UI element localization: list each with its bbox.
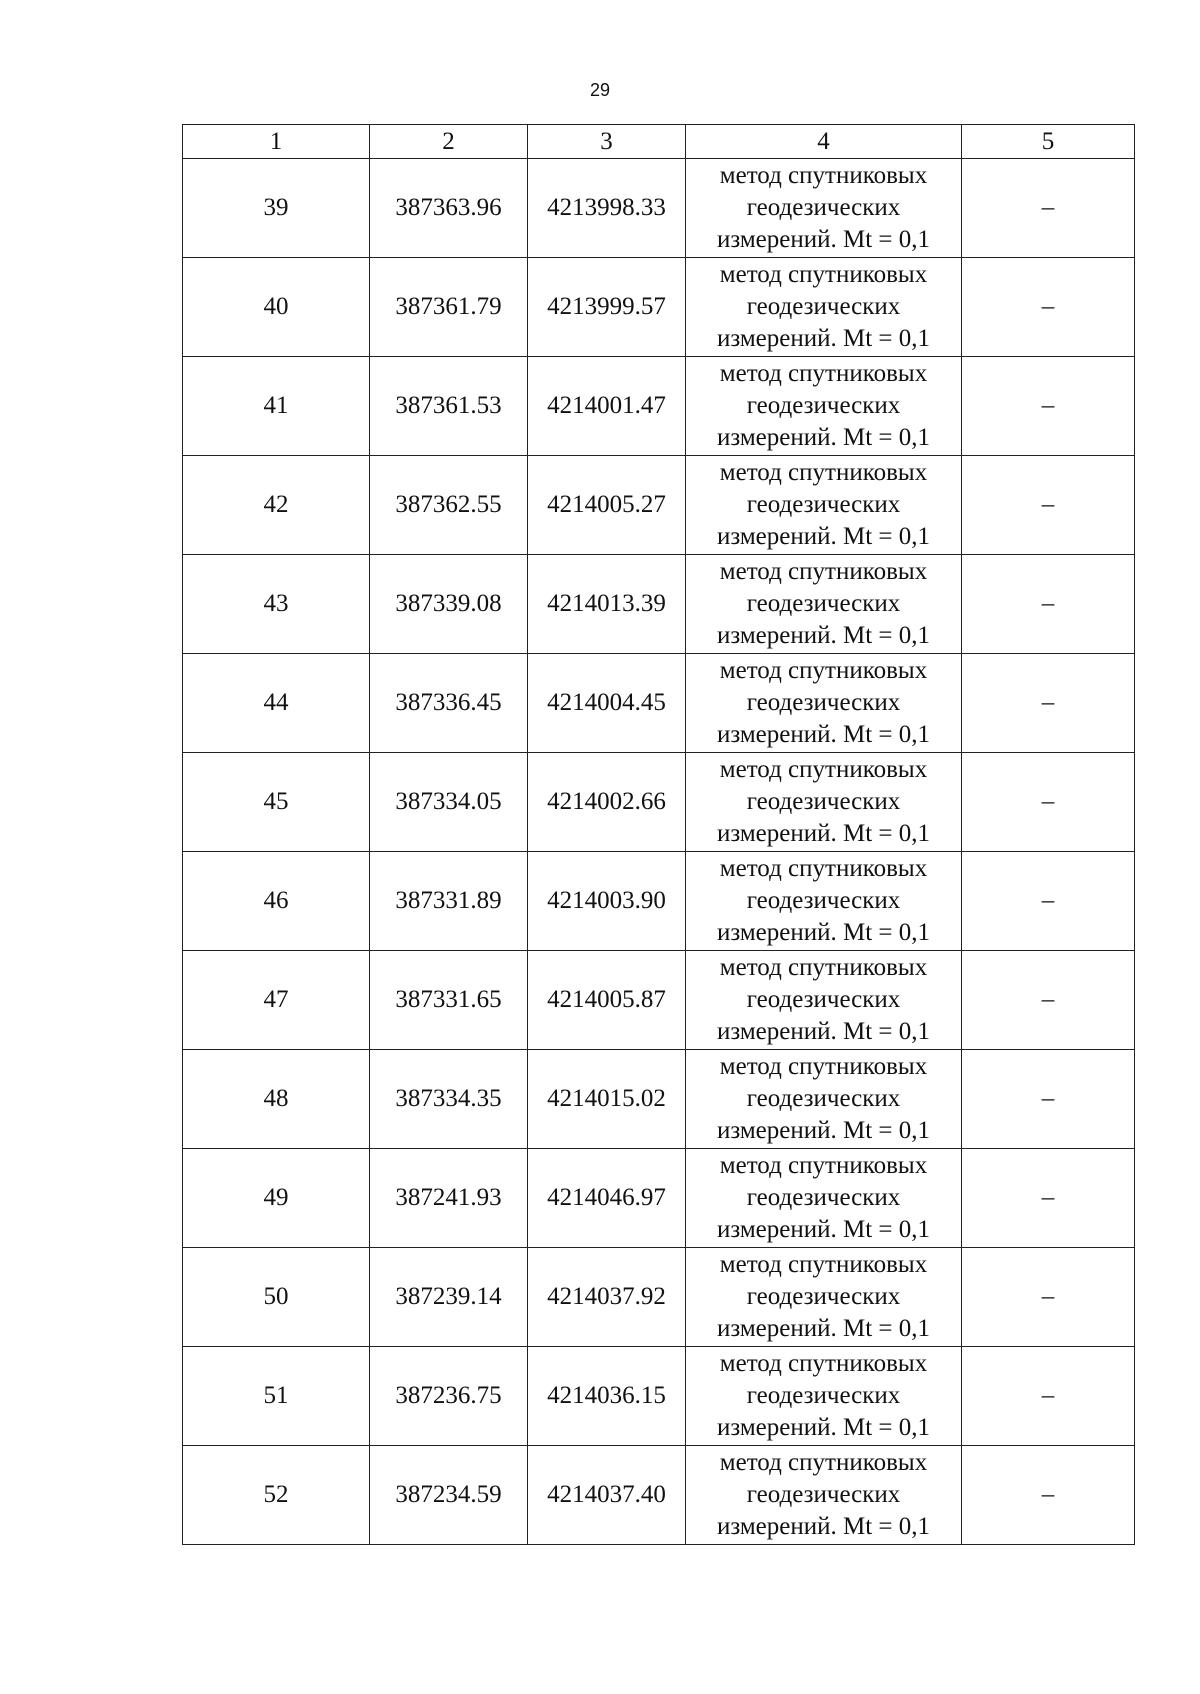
note-cell: –: [962, 1347, 1135, 1446]
y-coordinate-cell: 4214002.66: [528, 753, 686, 852]
note-cell: –: [962, 654, 1135, 753]
method-line: измерений. Mt = 0,1: [716, 523, 931, 550]
y-coordinate-cell: 4214013.39: [528, 555, 686, 654]
note-cell: –: [962, 357, 1135, 456]
method-line: геодезических: [746, 1085, 901, 1112]
x-coordinate-cell: 387241.93: [370, 1149, 528, 1248]
note-cell: –: [962, 456, 1135, 555]
column-header-4: 4: [686, 125, 962, 159]
column-header-1: 1: [183, 125, 370, 159]
table-row: [183, 555, 1135, 654]
table-row: [183, 159, 1135, 258]
method-line: измерений. Mt = 0,1: [716, 1216, 931, 1243]
method-line: геодезических: [746, 887, 901, 914]
point-number-cell: 44: [183, 654, 370, 753]
method-cell: [686, 951, 962, 1050]
method-line: геодезических: [746, 491, 901, 518]
method-line: геодезических: [746, 689, 901, 716]
note-cell: –: [962, 753, 1135, 852]
method-line: метод спутниковых: [719, 162, 928, 189]
method-line: метод спутниковых: [719, 261, 928, 288]
method-line: геодезических: [746, 1481, 901, 1508]
point-number-cell: 49: [183, 1149, 370, 1248]
method-line: метод спутниковых: [719, 558, 928, 585]
x-coordinate-cell: 387336.45: [370, 654, 528, 753]
x-coordinate-cell: 387361.79: [370, 258, 528, 357]
x-coordinate-cell: 387331.65: [370, 951, 528, 1050]
point-number-cell: 47: [183, 951, 370, 1050]
note-cell: –: [962, 159, 1135, 258]
method-line: метод спутниковых: [719, 1053, 928, 1080]
method-cell: [686, 1446, 962, 1545]
y-coordinate-cell: 4214004.45: [528, 654, 686, 753]
table-header-row: [183, 125, 1135, 159]
note-cell: –: [962, 852, 1135, 951]
note-cell: –: [962, 951, 1135, 1050]
method-line: измерений. Mt = 0,1: [716, 820, 931, 847]
method-line: геодезических: [746, 194, 901, 221]
point-number-cell: 43: [183, 555, 370, 654]
method-line: геодезических: [746, 1382, 901, 1409]
table-row: [183, 456, 1135, 555]
point-number-cell: 39: [183, 159, 370, 258]
point-number-cell: 51: [183, 1347, 370, 1446]
method-line: измерений. Mt = 0,1: [716, 1414, 931, 1441]
y-coordinate-cell: 4214015.02: [528, 1050, 686, 1149]
method-line: метод спутниковых: [719, 1449, 928, 1476]
table-row: [183, 1248, 1135, 1347]
method-line: геодезических: [746, 1184, 901, 1211]
method-line: измерений. Mt = 0,1: [716, 721, 931, 748]
table-row: [183, 1446, 1135, 1545]
method-line: геодезических: [746, 590, 901, 617]
table-row: [183, 357, 1135, 456]
point-number-cell: 48: [183, 1050, 370, 1149]
method-cell: [686, 456, 962, 555]
method-cell: [686, 852, 962, 951]
x-coordinate-cell: 387362.55: [370, 456, 528, 555]
x-coordinate-cell: 387361.53: [370, 357, 528, 456]
table-row: [183, 654, 1135, 753]
method-cell: [686, 1050, 962, 1149]
y-coordinate-cell: 4213999.57: [528, 258, 686, 357]
y-coordinate-cell: 4214037.92: [528, 1248, 686, 1347]
method-line: метод спутниковых: [719, 1251, 928, 1278]
y-coordinate-cell: 4214046.97: [528, 1149, 686, 1248]
point-number-cell: 50: [183, 1248, 370, 1347]
column-header-2: 2: [370, 125, 528, 159]
table-row: [183, 852, 1135, 951]
x-coordinate-cell: 387234.59: [370, 1446, 528, 1545]
coordinates-table: [182, 124, 1135, 1545]
y-coordinate-cell: 4214005.87: [528, 951, 686, 1050]
method-line: измерений. Mt = 0,1: [716, 1315, 931, 1342]
x-coordinate-cell: 387334.35: [370, 1050, 528, 1149]
table-row: [183, 951, 1135, 1050]
method-line: метод спутниковых: [719, 360, 928, 387]
method-line: метод спутниковых: [719, 1152, 928, 1179]
note-cell: –: [962, 1446, 1135, 1545]
method-line: измерений. Mt = 0,1: [716, 325, 931, 352]
x-coordinate-cell: 387239.14: [370, 1248, 528, 1347]
point-number-cell: 40: [183, 258, 370, 357]
note-cell: –: [962, 1050, 1135, 1149]
table-body: [183, 159, 1135, 1545]
y-coordinate-cell: 4213998.33: [528, 159, 686, 258]
method-line: метод спутниковых: [719, 954, 928, 981]
method-line: геодезических: [746, 986, 901, 1013]
method-line: геодезических: [746, 392, 901, 419]
method-line: измерений. Mt = 0,1: [716, 1018, 931, 1045]
method-cell: [686, 159, 962, 258]
y-coordinate-cell: 4214036.15: [528, 1347, 686, 1446]
column-header-5: 5: [962, 125, 1135, 159]
method-line: метод спутниковых: [719, 657, 928, 684]
x-coordinate-cell: 387236.75: [370, 1347, 528, 1446]
method-cell: [686, 753, 962, 852]
note-cell: –: [962, 1248, 1135, 1347]
method-cell: [686, 1347, 962, 1446]
method-cell: [686, 555, 962, 654]
x-coordinate-cell: 387331.89: [370, 852, 528, 951]
y-coordinate-cell: 4214037.40: [528, 1446, 686, 1545]
x-coordinate-cell: 387334.05: [370, 753, 528, 852]
method-cell: [686, 1248, 962, 1347]
method-line: геодезических: [746, 293, 901, 320]
method-line: геодезических: [746, 788, 901, 815]
method-cell: [686, 258, 962, 357]
point-number-cell: 45: [183, 753, 370, 852]
point-number-cell: 46: [183, 852, 370, 951]
table-row: [183, 1050, 1135, 1149]
table-row: [183, 258, 1135, 357]
x-coordinate-cell: 387363.96: [370, 159, 528, 258]
table-row: [183, 753, 1135, 852]
method-line: метод спутниковых: [719, 1350, 928, 1377]
method-cell: [686, 357, 962, 456]
table-row: [183, 1149, 1135, 1248]
method-line: измерений. Mt = 0,1: [716, 1117, 931, 1144]
page-number: 29: [589, 80, 611, 100]
method-line: метод спутниковых: [719, 855, 928, 882]
method-line: измерений. Mt = 0,1: [716, 1513, 931, 1540]
y-coordinate-cell: 4214005.27: [528, 456, 686, 555]
method-cell: [686, 654, 962, 753]
note-cell: –: [962, 258, 1135, 357]
method-line: измерений. Mt = 0,1: [716, 622, 931, 649]
point-number-cell: 41: [183, 357, 370, 456]
method-line: измерений. Mt = 0,1: [716, 226, 931, 253]
note-cell: –: [962, 1149, 1135, 1248]
method-line: измерений. Mt = 0,1: [716, 424, 931, 451]
table-row: [183, 1347, 1135, 1446]
method-line: измерений. Mt = 0,1: [716, 919, 931, 946]
method-line: геодезических: [746, 1283, 901, 1310]
note-cell: –: [962, 555, 1135, 654]
point-number-cell: 42: [183, 456, 370, 555]
y-coordinate-cell: 4214003.90: [528, 852, 686, 951]
x-coordinate-cell: 387339.08: [370, 555, 528, 654]
y-coordinate-cell: 4214001.47: [528, 357, 686, 456]
method-line: метод спутниковых: [719, 459, 928, 486]
method-cell: [686, 1149, 962, 1248]
point-number-cell: 52: [183, 1446, 370, 1545]
method-line: метод спутниковых: [719, 756, 928, 783]
column-header-3: 3: [528, 125, 686, 159]
